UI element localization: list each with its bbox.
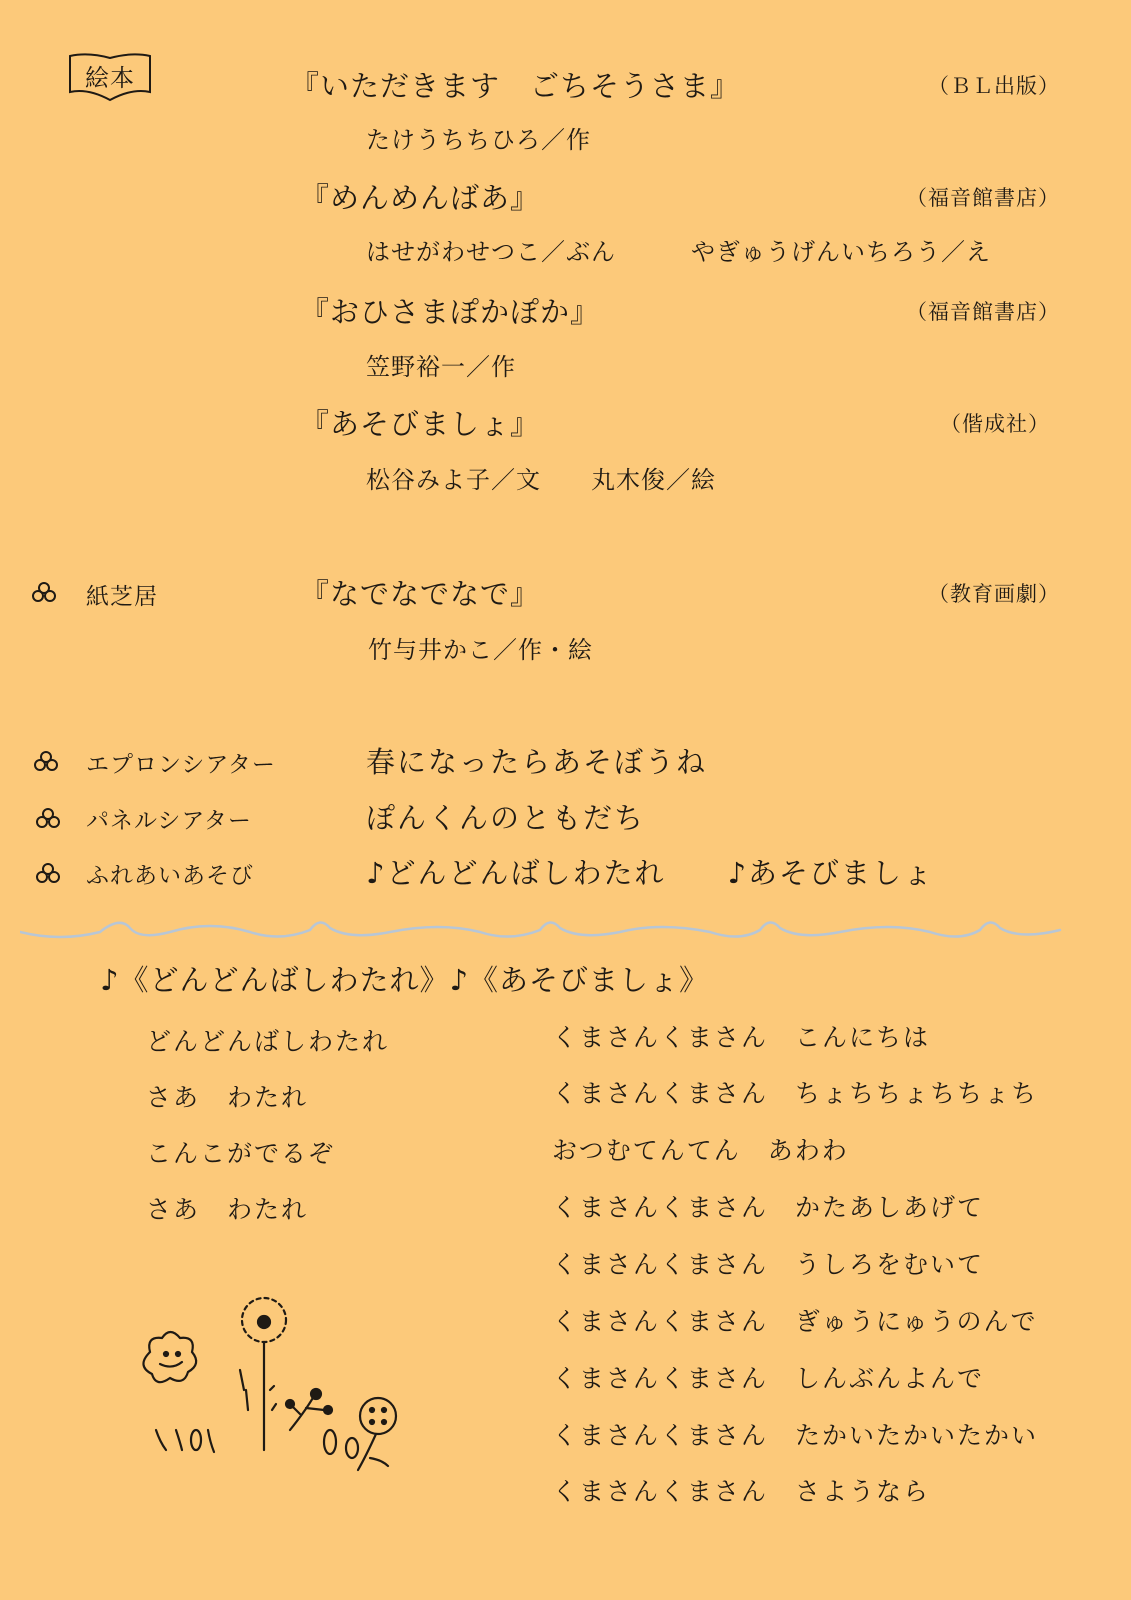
song2-line-2: くまさんくまさん ちょちちょちちょち [552,1079,1039,1108]
song2-line-1: くまさんくまさん こんにちは [552,1023,931,1052]
book-credit-4: 松谷みよ子／文 丸木俊／絵 [366,466,716,494]
clover-icon [34,806,62,834]
activity-label-2: パネルシアター [86,808,252,834]
song1-line-2: さあ わたれ [146,1083,309,1112]
song2-line-3: おつむてんてん あわわ [552,1136,849,1165]
book-publisher-1: （ＢＬ出版） [928,74,1060,98]
flower-illustration [120,1290,410,1490]
book-title-4: 『あそびましょ』 [300,407,541,441]
song2-line-4: くまさんくまさん かたあしあげて [552,1193,985,1222]
ehon-label: 絵本 [85,64,135,92]
song2-line-6: くまさんくまさん ぎゅうにゅうのんで [552,1307,1038,1336]
book-publisher-4: （偕成社） [940,412,1050,436]
activity-value-1: 春になったらあそぼうね [366,745,708,779]
book-credit-1: たけうちちひろ／作 [366,126,591,154]
book-publisher-2: （福音館書店） [906,186,1060,210]
activity-value-3: ♪どんどんばしわたれ ♪あそびましょ [366,856,935,890]
book-title-3: 『おひさまぽかぽか』 [300,295,601,329]
clover-icon [34,861,62,889]
activity-label-3: ふれあいあそび [86,863,254,889]
book-credit-3: 笠野裕一／作 [366,353,516,381]
song2-line-9: くまさんくまさん さようなら [552,1477,931,1506]
book-credit-2: はせがわせつこ／ぶん やぎゅうげんいちろう／え [366,238,991,266]
song1-line-1: どんどんばしわたれ [146,1027,390,1056]
songs-heading: ♪《どんどんばしわたれ》♪《あそびましょ》 [100,963,710,997]
song2-line-7: くまさんくまさん しんぶんよんで [552,1364,985,1393]
song2-line-5: くまさんくまさん うしろをむいて [552,1250,985,1279]
book-title-2: 『めんめんばあ』 [300,181,541,215]
kamishibai-title: 『なでなでなで』 [300,577,541,611]
clover-icon [32,749,60,777]
clover-icon [30,580,58,608]
book-publisher-3: （福音館書店） [906,300,1060,324]
song2-line-8: くまさんくまさん たかいたかいたかい [552,1421,1039,1450]
activity-label-1: エプロンシアター [86,752,276,778]
kamishibai-label: 紙芝居 [86,584,158,610]
wavy-divider [20,908,1080,948]
kamishibai-publisher: （教育画劇） [928,582,1060,606]
song1-line-3: こんこがでるぞ [146,1139,336,1168]
kamishibai-credit: 竹与井かこ／作・絵 [368,636,593,664]
activity-value-2: ぽんくんのともだち [366,801,646,835]
ehon-stamp [66,50,154,104]
book-title-1: 『いただきます ごちそうさま』 [290,69,741,103]
song1-line-4: さあ わたれ [146,1195,309,1224]
